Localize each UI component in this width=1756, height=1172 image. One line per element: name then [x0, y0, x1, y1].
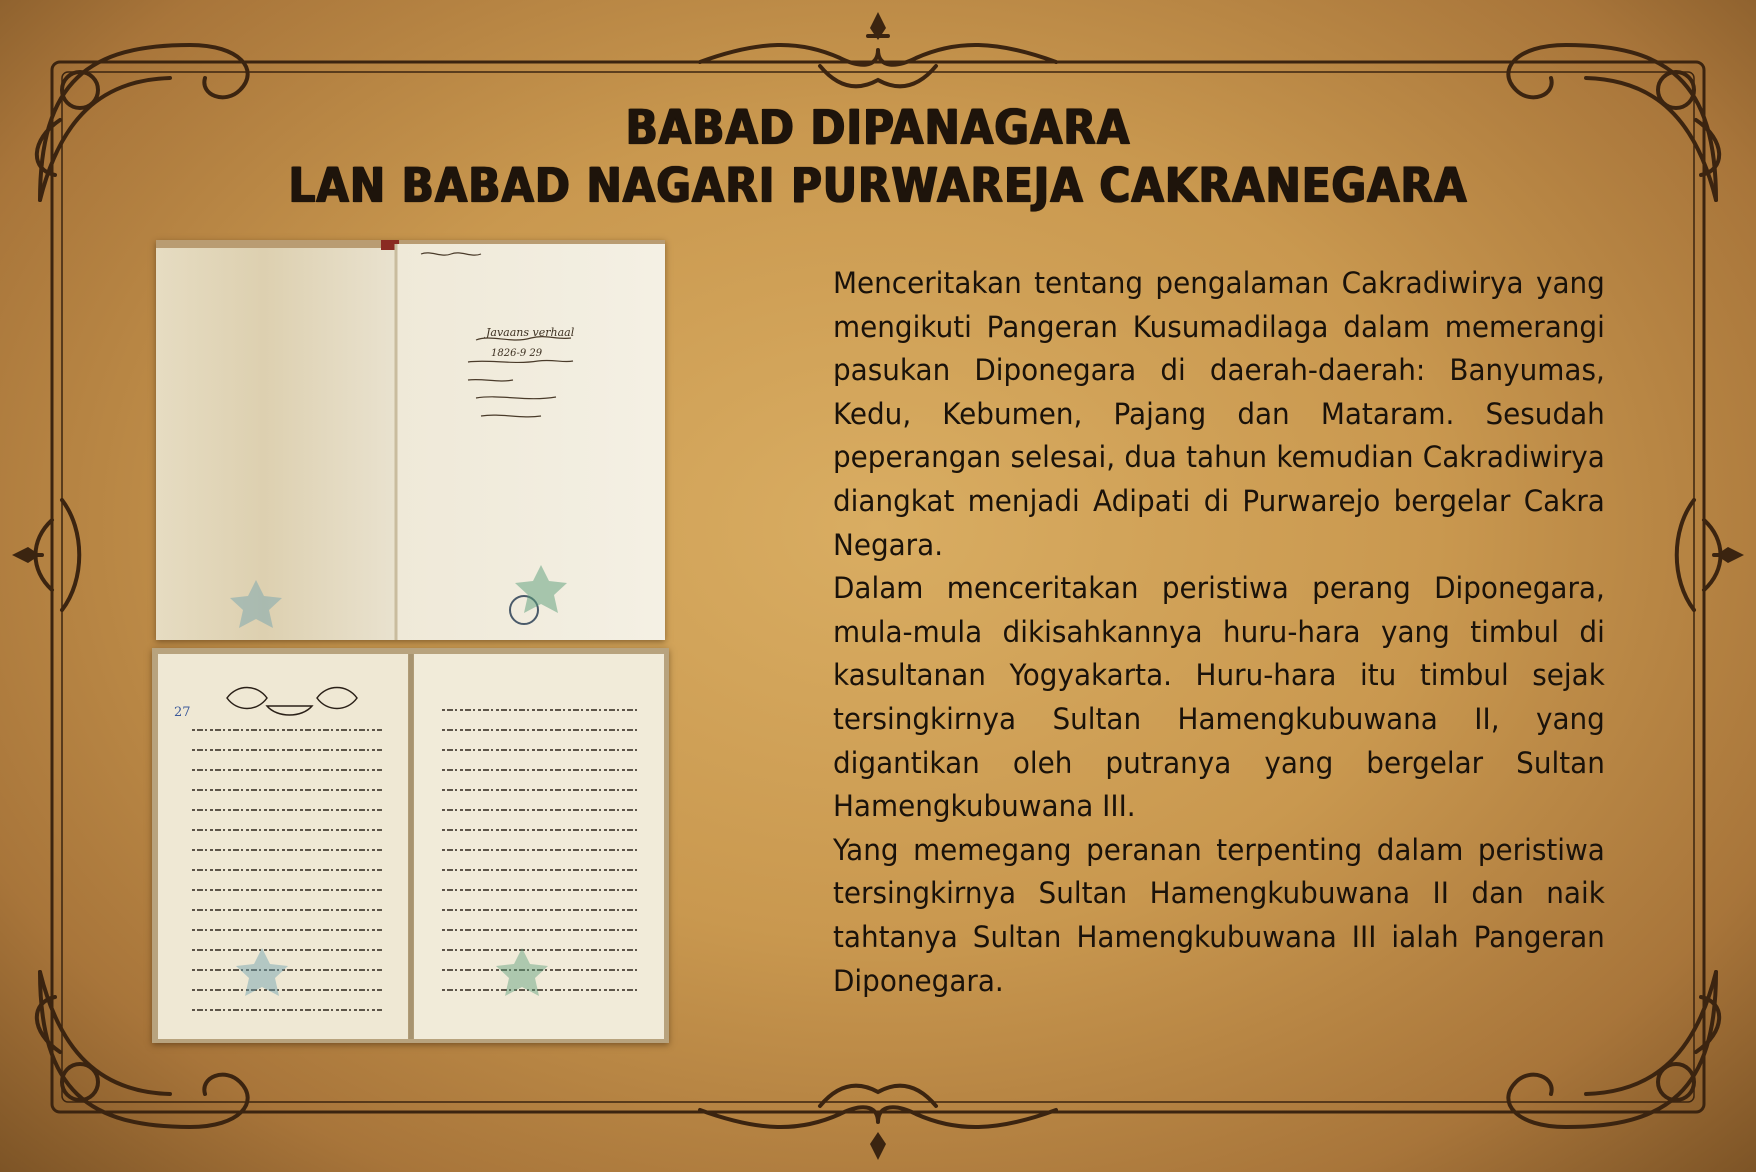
paragraph: Yang memegang peranan terpenting dalam peristiwa tersingkirnya Sultan Hamengkubuwana II dan naik tahtanya Sultan Hamengkubuwana III ialah Pangeran Diponegara.: [833, 832, 1605, 998]
description-text: [833, 262, 1605, 1003]
svg-text:27: 27: [174, 705, 191, 720]
svg-text:1826-9 29: 1826-9 29: [491, 348, 543, 359]
page-title: BABAD DIPANAGARA: [625, 100, 1131, 156]
svg-text:Javaans verhaal: Javaans verhaal: [486, 326, 575, 339]
paragraph: Menceritakan tentang pengalaman Cakradiwirya yang mengikuti Pangeran Kusumadilaga dalam memerangi pasukan Diponegara di daerah-daerah: Banyumas, Kedu, Kebumen, Pajang dan Mataram. Sesudah peperangan selesai, dua tahun kemudian Cakradiwirya diangkat menjadi Adipati di Purwarejo bergelar Cakra Negara.: [833, 266, 1605, 562]
page-subtitle: LAN BABAD NAGARI PURWAREJA CAKRANEGARA: [288, 158, 1468, 214]
manuscript-cover-image: [156, 240, 665, 640]
manuscript-open-pages-image: [152, 648, 669, 1043]
paragraph: Dalam menceritakan peristiwa perang Diponegara, mula-mula dikisahkannya huru-hara yang timbul di kasultanan Yogyakarta. Huru-hara itu timbul sejak tersingkirnya Sultan Hamengkubuwana II, yang digantikan oleh putranya yang bergelar Sultan Hamengkubuwana III.: [833, 571, 1605, 824]
